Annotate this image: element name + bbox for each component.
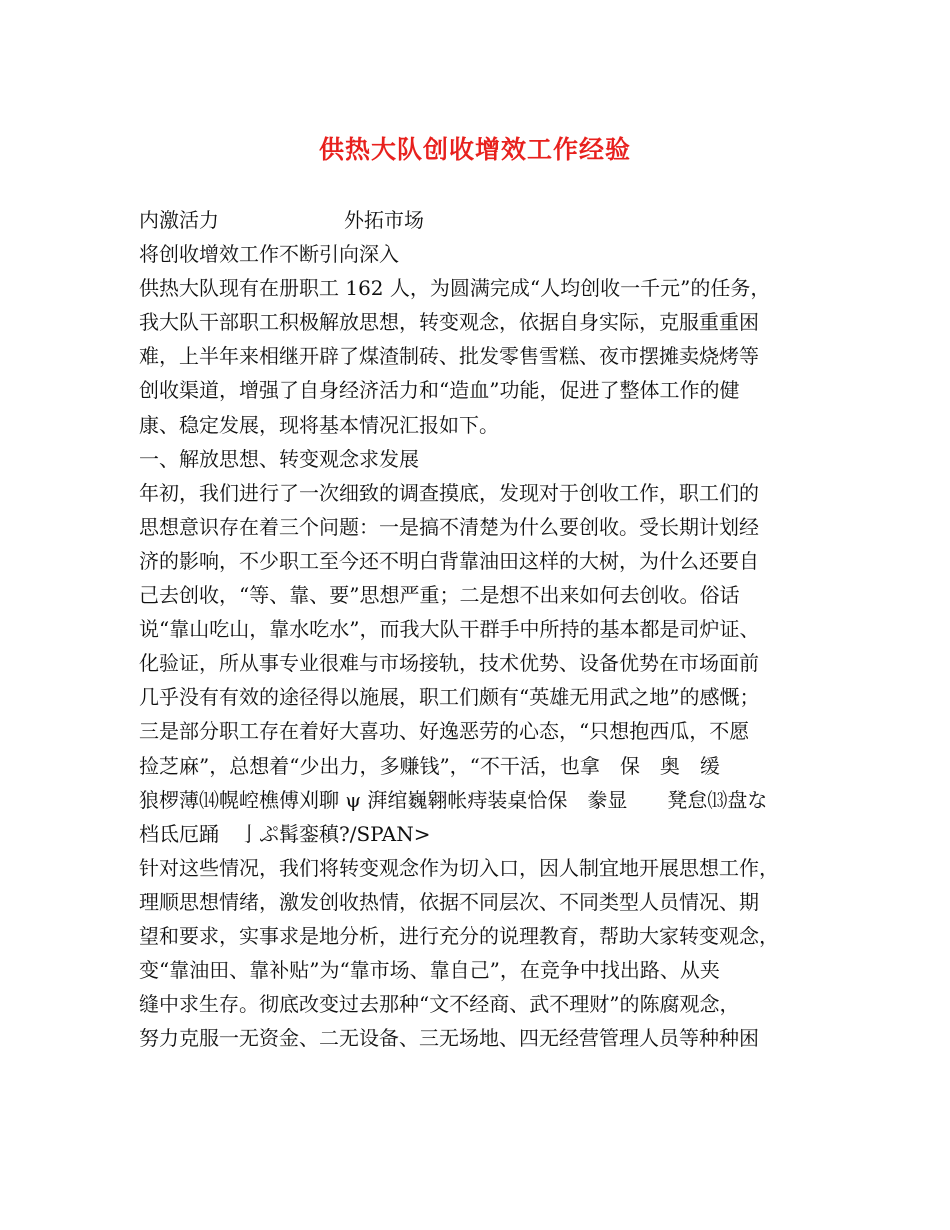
- paragraph-line: 针对这些情况，我们将转变观念作为切入口，因人制宜地开展思想工作，: [139, 855, 779, 880]
- subtitle-left: 内激活力: [139, 208, 219, 232]
- section-heading: 一、解放思想、转变观念求发展: [139, 446, 419, 471]
- document-title: 供热大队创收增效工作经验: [318, 135, 631, 164]
- paragraph-line: 供热大队现有在册职工 162 人，为圆满完成“人均创收一千元”的任务，: [139, 276, 771, 301]
- paragraph-line: 思想意识存在着三个问题：一是搞不清楚为什么要创收。受长期计划经: [139, 514, 759, 539]
- paragraph-line: 捡芝麻”，总想着“少出力，多赚钱”，“不干活，也拿 保 奥 缓: [139, 753, 720, 778]
- paragraph-line: 望和要求，实事求是地分析，进行充分的说理教育，帮助大家转变观念，: [139, 923, 779, 948]
- garbled-line: 档氐厄踊 亅ぷ髯銮稹?/SPAN>: [139, 821, 431, 846]
- paragraph-line: 年初，我们进行了一次细致的调查摸底，发现对于创收工作，职工们的: [139, 480, 759, 505]
- paragraph-line: 将创收增效工作不断引向深入: [139, 242, 399, 267]
- paragraph-line: 难，上半年来相继开辟了煤渣制砖、批发零售雪糕、夜市摆摊卖烧烤等: [139, 344, 759, 369]
- paragraph-line: 缝中求生存。彻底改变过去那种“文不经商、武不理财”的陈腐观念，: [139, 992, 740, 1017]
- paragraph-line: 努力克服一无资金、二无设备、三无场地、四无经营管理人员等种种困: [139, 1026, 759, 1051]
- subtitle-line: [139, 203, 829, 237]
- paragraph-line: 济的影响，不少职工至今还不明白背靠油田这样的大树，为什么还要自: [139, 548, 759, 573]
- paragraph-line: 几乎没有有效的途径得以施展，职工们颇有“英雄无用武之地”的感慨；: [139, 685, 760, 710]
- subtitle-right: 外拓市场: [344, 208, 424, 232]
- paragraph-line: 我大队干部职工积极解放思想，转变观念，依据自身实际，克服重重困: [139, 310, 759, 335]
- paragraph-line: 变“靠油田、靠补贴”为“靠市场、靠自己”，在竞争中找出路、从夹: [139, 958, 720, 983]
- paragraph-line: 三是部分职工存在着好大喜功、好逸恶劳的心态，“只想抱西瓜，不愿: [139, 719, 750, 744]
- paragraph-line: 己去创收，“等、靠、要”思想严重；二是想不出来如何去创收。俗话: [139, 583, 740, 608]
- garbled-line: 狼椤薄⒁幌崆樵傅刈聊 ψ 湃绾巍翱帐痔装桌恰保 豢显 凳怠⒀盘な: [139, 787, 768, 812]
- paragraph-line: 说“靠山吃山，靠水吃水”，而我大队干群手中所持的基本都是司炉证、: [139, 617, 760, 642]
- paragraph-line: 化验证，所从事专业很难与市场接轨，技术优势、设备优势在市场面前: [139, 651, 759, 676]
- paragraph-line: 理顺思想情绪，激发创收热情，依据不同层次、不同类型人员情况、期: [139, 889, 759, 914]
- paragraph-line: 康、稳定发展，现将基本情况汇报如下。: [139, 412, 499, 437]
- paragraph-line: 创收渠道，增强了自身经济活力和“造血”功能，促进了整体工作的健: [139, 378, 740, 403]
- document-body: [139, 203, 829, 1055]
